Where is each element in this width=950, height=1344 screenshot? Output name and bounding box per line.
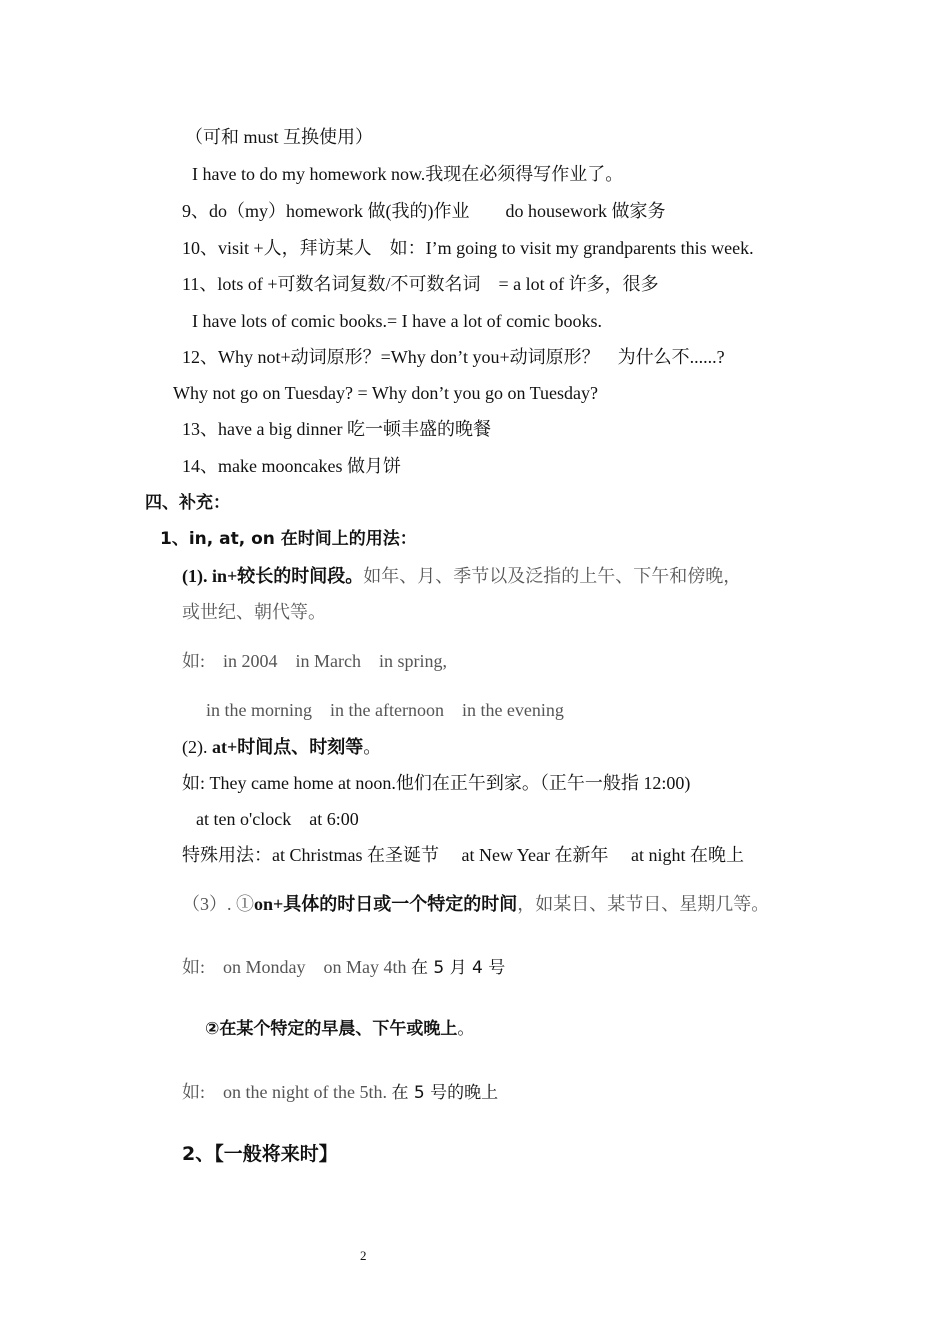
at-special-usage: 特殊用法：at Christmas 在圣诞节 at New Year 在新年 at night 在晚上	[182, 845, 744, 865]
at-rule-period: 。	[363, 737, 382, 757]
in-examples-1: 如: in 2004 in March in spring,	[182, 651, 447, 671]
on-rule-heading: on+具体的时日或一个特定的时间	[254, 894, 518, 914]
line-example-homework: I have to do my homework now.我现在必须得写作业了。	[192, 164, 624, 184]
in-rule-description: 如年、月、季节以及泛指的上午、下午和傍晚，	[363, 566, 742, 586]
line-item-12: 12、Why not+动词原形？=Why don’t you+动词原形？ 为什么不......?	[182, 347, 725, 367]
line-item-11: 11、lots of +可数名词复数/不可数名词 = a lot of 许多，很多	[182, 274, 659, 294]
line-example-tuesday: Why not go on Tuesday? = Why don’t you go on Tuesday?	[173, 383, 598, 403]
at-rule-number: (2).	[182, 737, 212, 757]
on-rule-number: （3）. ①	[182, 894, 254, 914]
on-example-night-line	[182, 1081, 498, 1104]
on-sub-rule-period: 。	[457, 1019, 475, 1039]
on-sub-rule-line	[205, 1018, 474, 1040]
on-example-night-translation: 在 5 号的晚上	[391, 1083, 499, 1103]
on-sub-rule: ②在某个特定的早晨、下午或晚上	[205, 1019, 458, 1039]
in-examples-2: in the morning in the afternoon in the evening	[206, 700, 564, 720]
page-number: 2	[360, 1248, 367, 1263]
line-item-13: 13、have a big dinner 吃一顿丰盛的晚餐	[182, 419, 491, 439]
in-rule-description-2: 或世纪、朝代等。	[182, 602, 326, 622]
subsection-1-heading: 1、in, at, on 在时间上的用法：	[160, 529, 417, 549]
on-rule-line	[182, 893, 769, 915]
section-4-heading: 四、补充：	[145, 493, 230, 513]
in-rule-line	[182, 565, 741, 587]
on-rule-description: ，如某日、某节日、星期几等。	[517, 894, 770, 914]
at-rule-line	[182, 736, 381, 758]
line-item-10: 10、visit +人，拜访某人 如：I’m going to visit my grandparents this week.	[182, 238, 754, 258]
at-example-noon: 如: They came home at noon.他们在正午到家。（正午一般指 12:00)	[182, 773, 691, 793]
at-example-times: at ten o'clock at 6:00	[196, 809, 359, 829]
in-rule-heading: (1). in+较长的时间段。	[182, 566, 364, 586]
line-example-comic-books: I have lots of comic books.= I have a lot of comic books.	[192, 311, 603, 331]
on-example-night: 如: on the night of the 5th.	[182, 1082, 392, 1102]
line-item-9: 9、do（my）homework 做(我的)作业 do housework 做家务	[182, 201, 666, 221]
subsection-2-heading: 2、【一般将来时】	[182, 1143, 338, 1165]
line-interchange-must: （可和 must 互换使用）	[185, 127, 374, 147]
on-example-monday-line	[182, 956, 505, 979]
on-example-monday-translation: 在 5 月 4 号	[411, 958, 506, 978]
at-rule-heading: at+时间点、时刻等	[212, 737, 364, 757]
on-example-monday: 如: on Monday on May 4th	[182, 957, 411, 977]
line-item-14: 14、make mooncakes 做月饼	[182, 456, 401, 476]
